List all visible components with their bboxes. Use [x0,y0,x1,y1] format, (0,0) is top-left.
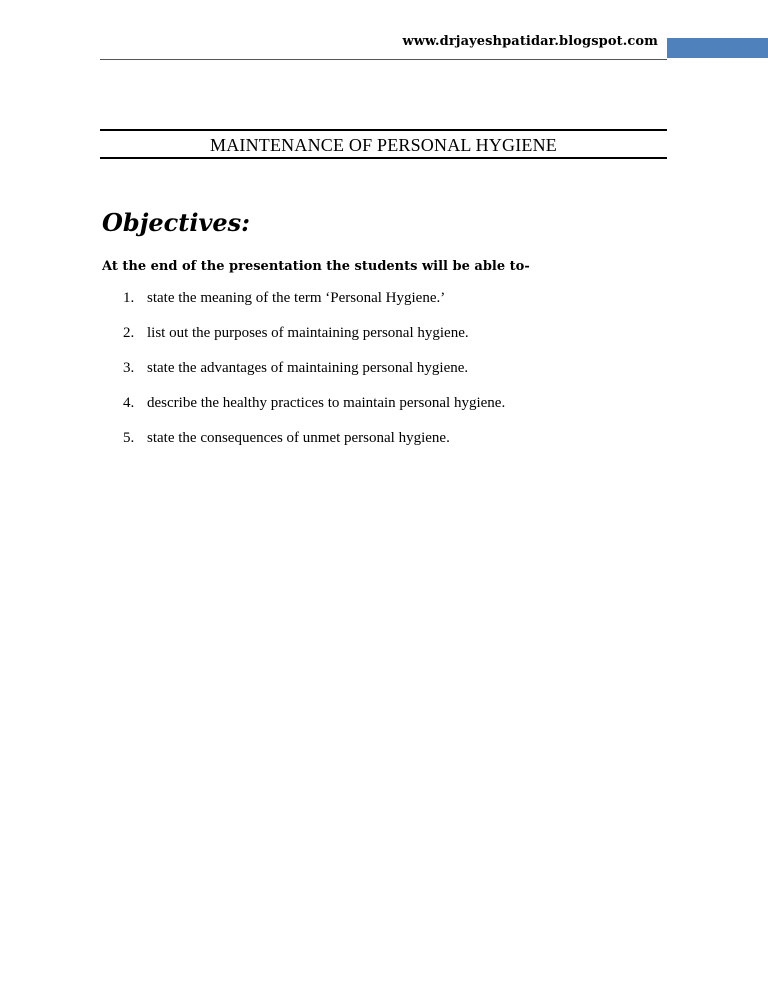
list-item-text: list out the purposes of maintaining personal hygiene. [147,325,469,341]
header-accent-bar [667,38,768,58]
list-item-number: 4. [123,395,135,411]
list-item-number: 5. [123,430,135,446]
list-item-number: 1. [123,290,135,306]
list-item-text: describe the healthy practices to maintain personal hygiene. [147,395,506,411]
header-divider [100,59,667,60]
objectives-intro: At the end of the presentation the students will be able to- [102,259,530,274]
objectives-heading: Objectives: [102,208,251,237]
list-item-text: state the meaning of the term ‘Personal Hygiene.’ [147,290,446,306]
list-item-number: 3. [123,360,135,376]
title-rule-bottom [100,157,667,159]
list-item-text: state the consequences of unmet personal hygiene. [147,430,450,446]
title-rule-top [100,129,667,131]
list-item-number: 2. [123,325,135,341]
header-url: www.drjayeshpatidar.blogspot.com [402,34,658,49]
list-item-text: state the advantages of maintaining personal hygiene. [147,360,469,376]
document-title: MAINTENANCE OF PERSONAL HYGIENE [209,135,558,155]
